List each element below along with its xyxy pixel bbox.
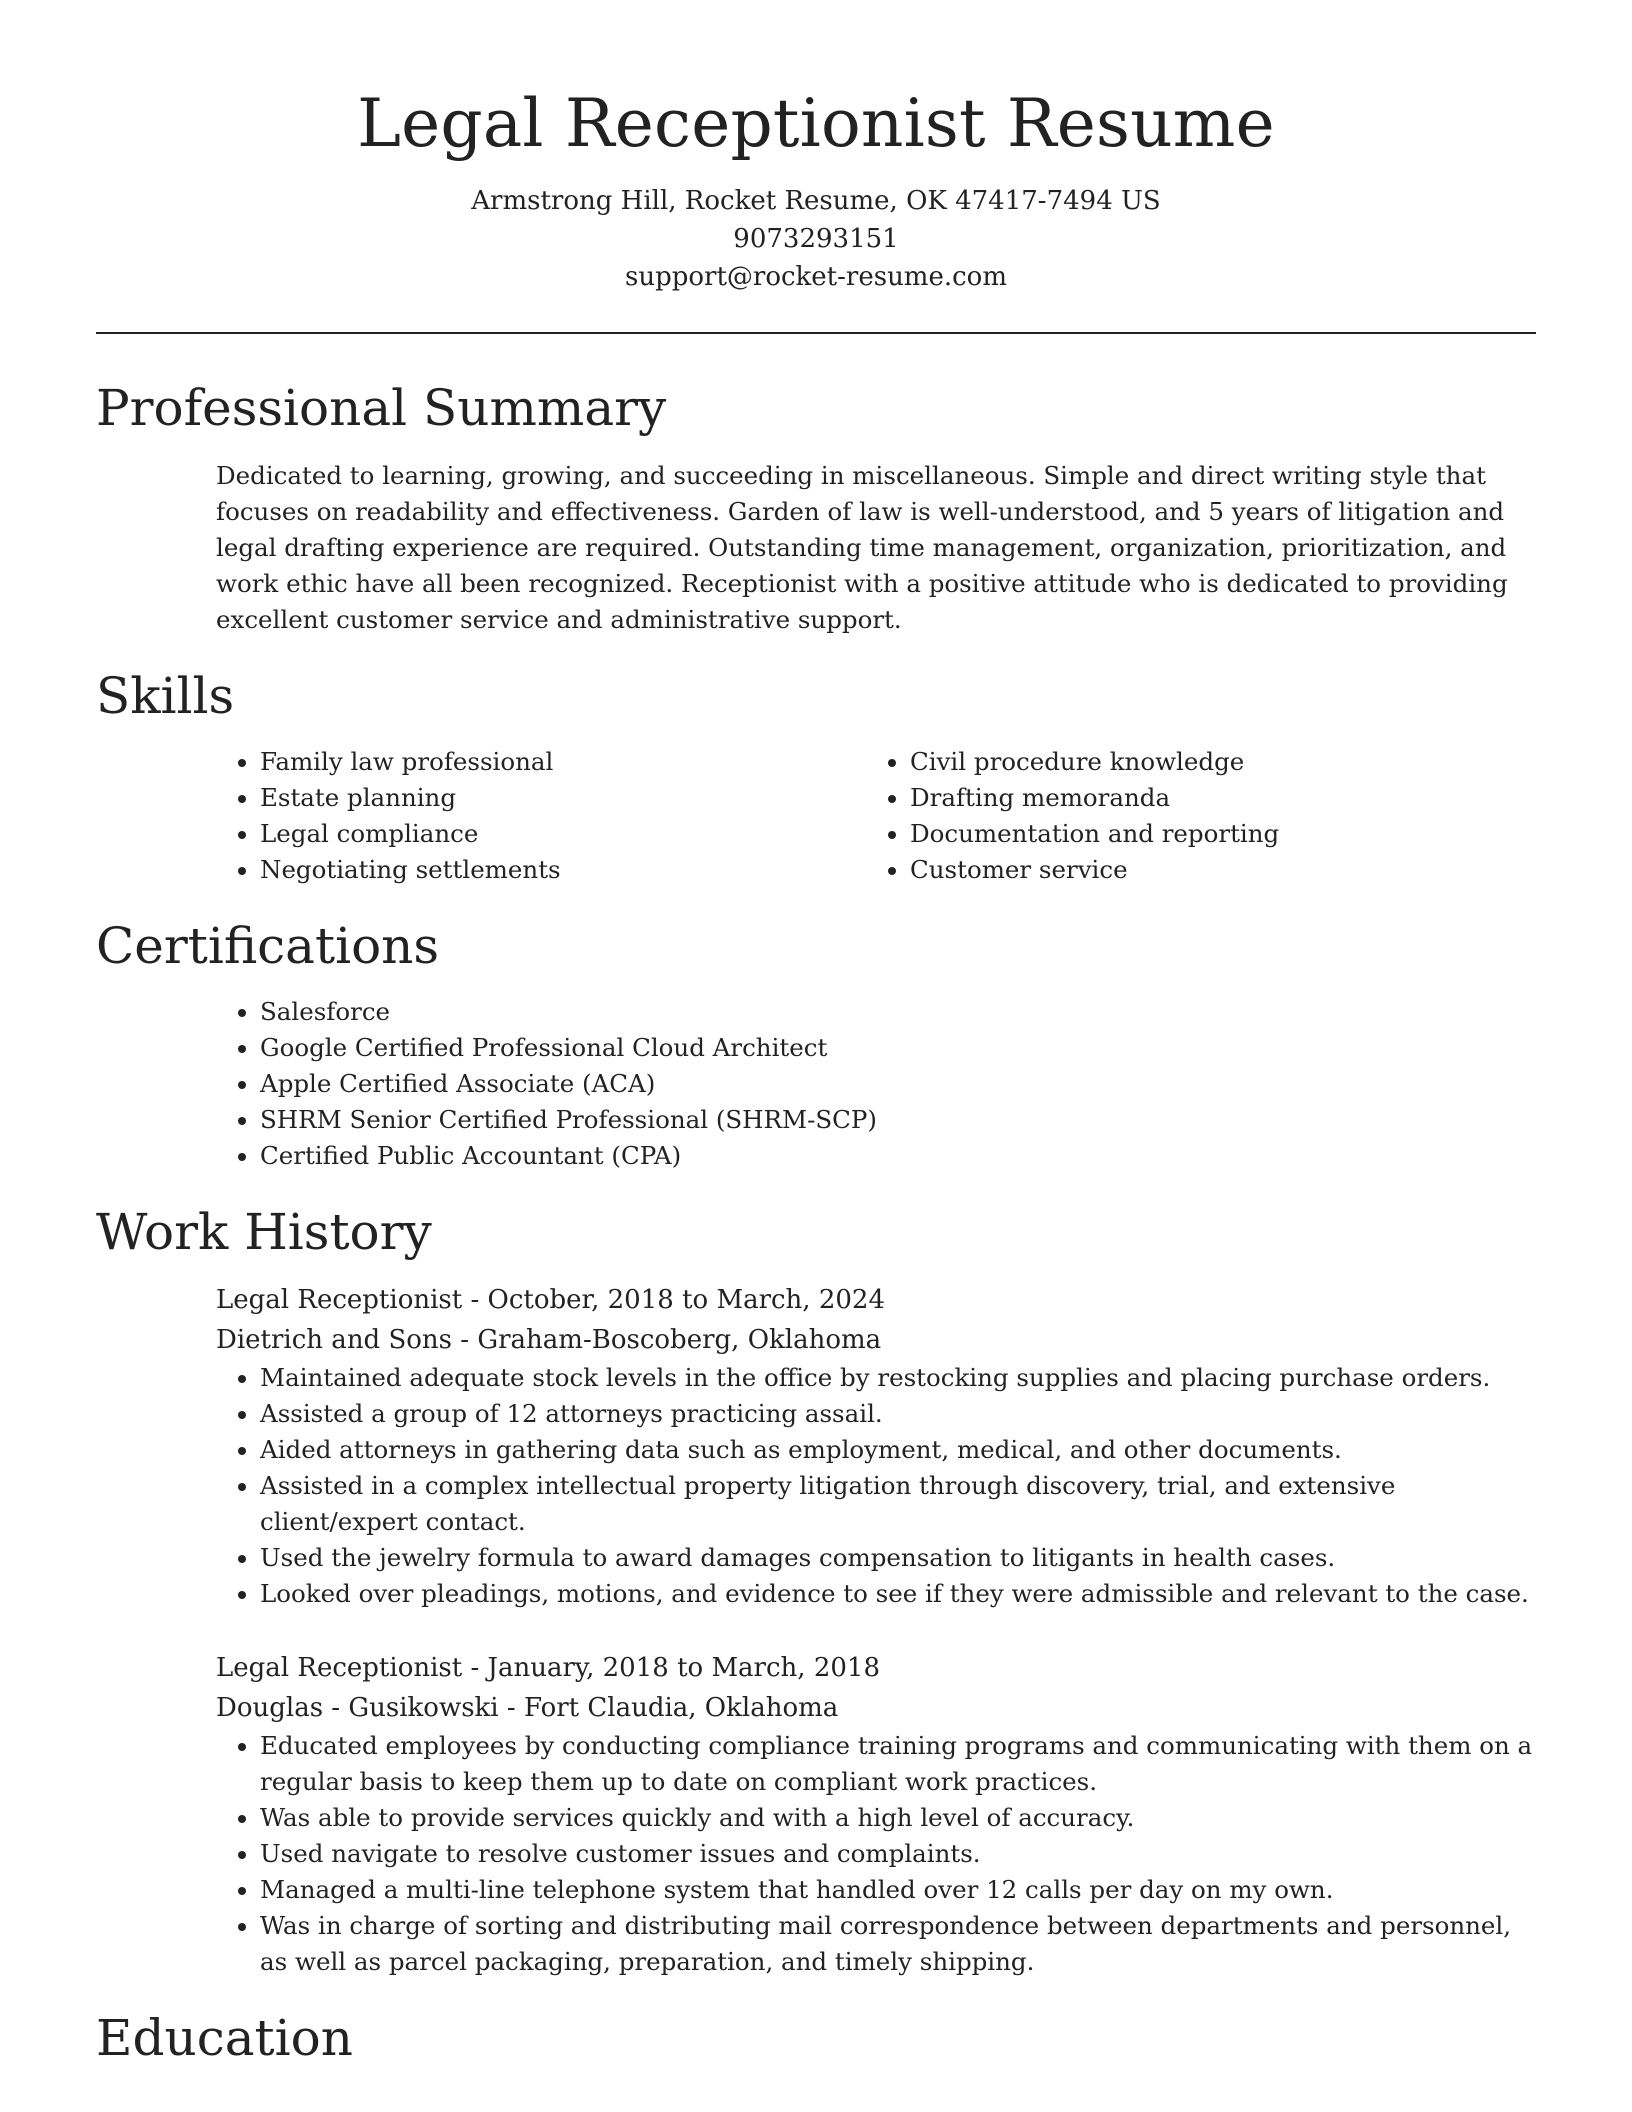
- skills-column-left: [216, 744, 866, 888]
- job-bullet: • Assisted a group of 12 attorneys practicing assail.: [260, 1396, 1536, 1432]
- section-skills: [96, 666, 1536, 888]
- skill-item: • Family law professional: [260, 744, 866, 780]
- job-entry: [216, 1280, 1536, 1612]
- header-divider: [96, 332, 1536, 334]
- job-bullets: [216, 1728, 1536, 1980]
- certification-item: • Salesforce: [260, 994, 1536, 1030]
- certification-item: • Google Certified Professional Cloud Architect: [260, 1030, 1536, 1066]
- skill-item: • Civil procedure knowledge: [910, 744, 1516, 780]
- contact-phone: 9073293151: [733, 224, 899, 254]
- job-bullet: • Was in charge of sorting and distributing mail correspondence between departments and personnel, as well as parcel packaging, preparation, and timely shipping.: [260, 1908, 1536, 1980]
- job-title-line: Legal Receptionist - January, 2018 to March, 2018: [216, 1653, 880, 1683]
- certification-item: • Apple Certified Associate (ACA): [260, 1066, 1536, 1102]
- job-dates: January, 2018 to March, 2018: [487, 1653, 880, 1683]
- job-bullet: • Managed a multi-line telephone system that handled over 12 calls per day on my own.: [260, 1872, 1536, 1908]
- job-bullet: • Aided attorneys in gathering data such as employment, medical, and other documents.: [260, 1432, 1536, 1468]
- job-bullet: • Maintained adequate stock levels in the office by restocking supplies and placing purchase orders.: [260, 1360, 1536, 1396]
- resume-header: [96, 80, 1536, 296]
- job-location: Fort Claudia, Oklahoma: [523, 1693, 839, 1723]
- section-heading-education: Education: [96, 2009, 353, 2067]
- summary-paragraph: Dedicated to learning, growing, and succeeding in miscellaneous. Simple and direct writing style that focuses on readability and effectiveness. Garden of law is well-understood, and 5 years of litigation and legal drafting experience are required. Outstanding time management, organization, prioritization, and work ethic have all been recognized. Receptionist with a positive attitude who is dedicated to providing excellent customer service and administrative support.: [216, 461, 1508, 634]
- job-company: Douglas - Gusikowski: [216, 1693, 499, 1723]
- certification-item: • SHRM Senior Certified Professional (SHRM-SCP): [260, 1102, 1536, 1138]
- section-certifications: [96, 916, 1536, 1174]
- job-bullet: • Was able to provide services quickly and with a high level of accuracy.: [260, 1800, 1536, 1836]
- job-company: Dietrich and Sons: [216, 1325, 453, 1355]
- section-heading-work-history: Work History: [96, 1203, 432, 1261]
- certifications-list: [216, 994, 1536, 1174]
- job-bullet: • Used the jewelry formula to award damages compensation to litigants in health cases.: [260, 1540, 1536, 1576]
- section-heading-skills: Skills: [96, 667, 235, 725]
- skill-item: • Estate planning: [260, 780, 866, 816]
- skills-grid: [216, 744, 1536, 888]
- contact-block: [96, 182, 1536, 296]
- job-company-line: Dietrich and Sons - Graham-Boscoberg, Oklahoma: [216, 1325, 882, 1355]
- job-bullet: • Looked over pleadings, motions, and evidence to see if they were admissible and relevant to the case.: [260, 1576, 1536, 1612]
- job-bullet: • Assisted in a complex intellectual property litigation through discovery, trial, and extensive client/expert contact.: [260, 1468, 1536, 1540]
- job-bullet: • Used navigate to resolve customer issues and complaints.: [260, 1836, 1536, 1872]
- job-bullets: [216, 1360, 1536, 1612]
- certification-item: • Certified Public Accountant (CPA): [260, 1138, 1536, 1174]
- resume-title: Legal Receptionist Resume: [357, 85, 1275, 162]
- section-heading-summary: Professional Summary: [96, 379, 667, 437]
- section-education: [96, 2008, 1536, 2068]
- contact-address: Armstrong Hill, Rocket Resume, OK 47417-7494 US: [471, 186, 1161, 216]
- section-professional-summary: [96, 378, 1536, 638]
- job-title: Legal Receptionist: [216, 1653, 463, 1683]
- job-bullet: • Educated employees by conducting compliance training programs and communicating with them on a regular basis to keep them up to date on compliant work practices.: [260, 1728, 1536, 1800]
- skill-item: • Negotiating settlements: [260, 852, 866, 888]
- job-entry: [216, 1648, 1536, 1980]
- section-work-history: [96, 1202, 1536, 1980]
- job-title: Legal Receptionist: [216, 1285, 463, 1315]
- skill-item: • Documentation and reporting: [910, 816, 1516, 852]
- contact-email: support@rocket-resume.com: [624, 262, 1007, 292]
- skill-item: • Legal compliance: [260, 816, 866, 852]
- skill-item: • Customer service: [910, 852, 1516, 888]
- skills-column-right: [866, 744, 1516, 888]
- job-dates: October, 2018 to March, 2024: [487, 1285, 885, 1315]
- job-location: Graham-Boscoberg, Oklahoma: [477, 1325, 882, 1355]
- skill-item: • Drafting memoranda: [910, 780, 1516, 816]
- section-heading-certifications: Certifications: [96, 917, 440, 975]
- job-company-line: Douglas - Gusikowski - Fort Claudia, Oklahoma: [216, 1693, 839, 1723]
- job-title-line: Legal Receptionist - October, 2018 to March, 2024: [216, 1285, 885, 1315]
